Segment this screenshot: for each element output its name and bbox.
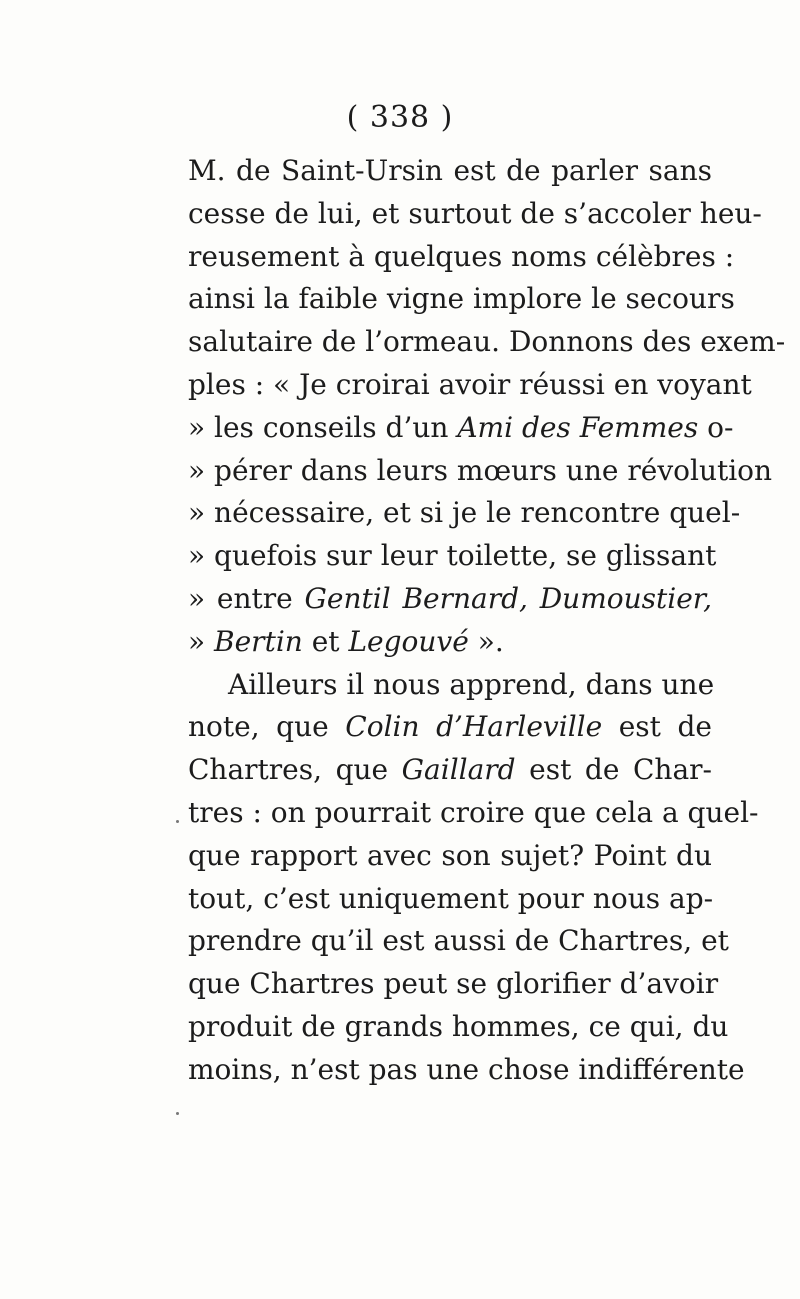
paper-speck xyxy=(176,820,179,823)
text-line: » nécessaire, et si je le rencontre quel- xyxy=(188,496,741,530)
italic-name: Legouvé xyxy=(348,624,469,658)
text-line: produit de grands hommes, ce qui, du xyxy=(188,1009,729,1043)
text-line: moins, n’est pas une chose indifférente xyxy=(188,1052,745,1086)
text-line: cesse de lui, et surtout de s’accoler heu- xyxy=(188,196,762,230)
text-line: » les conseils d’un Ami des Femmes o- xyxy=(188,410,734,444)
text-line: prendre qu’il est aussi de Chartres, et xyxy=(188,924,729,958)
text-line: ainsi la faible vigne implore le secours xyxy=(188,282,735,316)
text-line: tres : on pourrait croire que cela a quel- xyxy=(188,795,759,829)
text-line: » Bertin et Legouvé ». xyxy=(188,624,504,658)
italic-title: Ami des Femmes xyxy=(457,410,699,444)
text-line: ples : « Je croirai avoir réussi en voyant xyxy=(188,367,752,401)
body-text xyxy=(188,150,786,1092)
paper-speck xyxy=(176,1112,179,1115)
text-line: reusement à quelques noms célèbres : xyxy=(188,239,735,273)
text-line: M. de Saint-Ursin est de parler sans xyxy=(188,154,712,187)
text-line: » quefois sur leur toilette, se glissant xyxy=(188,539,717,573)
italic-name: Gaillard xyxy=(401,753,516,787)
text-line: salutaire de l’ormeau. Donnons des exem- xyxy=(188,325,786,359)
text-line: » entre Gentil Bernard, Dumoustier, xyxy=(188,581,712,615)
text-line: que rapport avec son sujet? Point du xyxy=(188,838,712,872)
text-line: Ailleurs il nous apprend, dans une xyxy=(228,667,715,701)
italic-name: Bertin xyxy=(214,624,303,658)
text-line: tout, c’est uniquement pour nous ap- xyxy=(188,881,714,915)
text-line: que Chartres peut se glorifier d’avoir xyxy=(188,967,719,1001)
text-line: » pérer dans leurs mœurs une révolution xyxy=(188,453,773,487)
italic-names: Gentil Bernard, Dumoustier, xyxy=(304,581,712,615)
page-number: ( 338 ) xyxy=(346,100,454,135)
text-line: Chartres, que Gaillard est de Char- xyxy=(188,753,712,787)
text-line: note, que Colin d’Harleville est de xyxy=(188,710,712,744)
italic-name: Colin d’Harleville xyxy=(345,710,603,744)
